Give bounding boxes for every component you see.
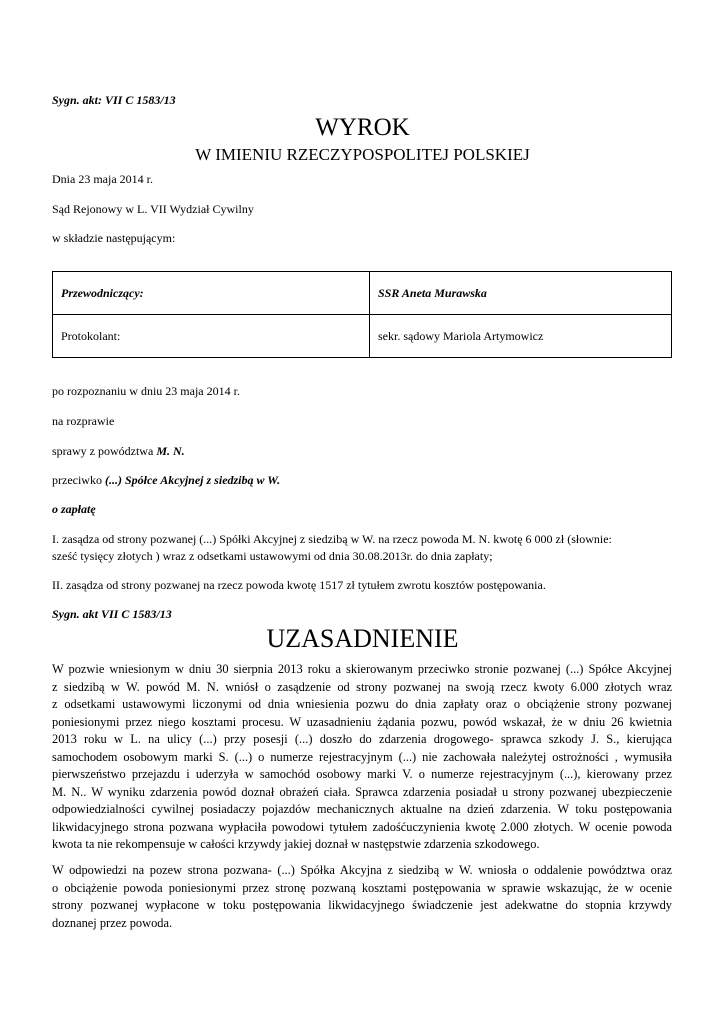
- paragraph-line: 2013 roku w L. na ulicy (...) przy posesji (...) doszło do zdarzenia drogowego- sprawca szkody J. S., kierująca: [52, 732, 672, 746]
- paragraph-line: M. N.. W wyniku zdarzenia powód doznał obrażeń ciała. Sprawca zdarzenia posiadał u strony pozwanej ubezpieczenie: [52, 784, 672, 799]
- paragraph-line: strony pozwanej wypłacone w toku postępowania likwidacyjnego świadczenie jest adekwatne do stopnia krzywdy: [52, 898, 672, 912]
- defendant-name: (...) Spółce Akcyjnej z siedzibą w W.: [104, 473, 281, 487]
- plaintiff-name: M. N.: [156, 444, 185, 458]
- paragraph-line: doznanej przez powoda.: [52, 915, 173, 930]
- claim-subject: o zapłatę: [52, 502, 96, 516]
- paragraph-line: z siedzibą w W. powód M. N. wniósł o zasądzenie od strony pozwanej na swoją rzecz kwoty 6.000 złotych wraz: [52, 679, 672, 694]
- hearing-type: na rozprawie: [52, 414, 115, 428]
- paragraph-line: pierwszeństwo przejazdu i uderzyła w samochód osobowy marki V. o numerze rejestracyjnym (...), kierowany przez: [52, 767, 672, 781]
- table-row: [53, 272, 672, 315]
- case-signature-top: Sygn. akt: VII C 1583/13: [52, 93, 176, 107]
- against-prefix: przeciwko: [52, 473, 105, 487]
- court-name: Sąd Rejonowy w L. VII Wydział Cywilny: [52, 202, 254, 216]
- justification-paragraph-2: [52, 862, 672, 932]
- role-clerk: Protokolant:: [53, 315, 370, 358]
- paragraph-line: W pozwie wniesionym w dniu 30 sierpnia 2013 roku a skierowanym przeciwko stronie pozwanej (...) Spółce Akcyjnej: [52, 662, 672, 676]
- against-line: [52, 472, 280, 488]
- paragraph-line: kwota ta nie rekompensuje w całości krzywdy jakiej doznał w następstwie zdarzenia szkodowego.: [52, 837, 540, 851]
- paragraph-line: samochodem osobowym marki S. (...) o numerze rejestracyjnym (...) nie zachowała należytej ostrożności , wymusiła: [52, 749, 672, 764]
- verdict-point-2: II. zasądza od strony pozwanej na rzecz powoda kwotę 1517 zł tytułem zwrotu kosztów postępowania.: [52, 578, 546, 592]
- verdict-point-1-line-2: sześć tysięcy złotych ) wraz z odsetkami ustawowymi od dnia 30.08.2013r. do dnia zapłaty;: [52, 549, 493, 563]
- case-signature-justification: Sygn. akt VII C 1583/13: [52, 607, 172, 621]
- examination-date: po rozpoznaniu w dniu 23 maja 2014 r.: [52, 384, 240, 398]
- person-presiding: SSR Aneta Murawska: [370, 272, 672, 315]
- paragraph-line: likwidacyjnego strona pozwana wypłaciła powodowi tytułem zadośćuczynienia kwotę 2.000 złotych. W ocenie powoda: [52, 819, 672, 834]
- judgment-date: Dnia 23 maja 2014 r.: [52, 172, 153, 186]
- document-title: WYROK: [315, 114, 410, 141]
- verdict-point-1-line-1: I. zasądza od strony pozwanej (...) Spółki Akcyjnej z siedzibą w W. na rzecz powoda M. N. kwotę 6 000 zł (słownie:: [52, 532, 612, 546]
- paragraph-line: o obciążenie powoda poniesionymi przez stronę pozwaną kosztami postępowania w sprawie wskazując, że w ocenie: [52, 880, 672, 895]
- document-subtitle: W IMIENIU RZECZYPOSPOLITEJ POLSKIEJ: [195, 145, 530, 164]
- person-clerk: sekr. sądowy Mariola Artymowicz: [370, 315, 672, 358]
- claim-prefix: sprawy z powództwa: [52, 444, 157, 458]
- composition-intro: w składzie następującym:: [52, 231, 176, 245]
- paragraph-line: odpowiedzialności cywilnej posiadaczy pojazdów mechanicznych aktualne na dzień zdarzenia. W toku postępowania: [52, 802, 672, 816]
- court-composition-table: [52, 271, 672, 358]
- paragraph-line: W odpowiedzi na pozew strona pozwana- (...) Spółka Akcyjna z siedzibą w W. wniosła o oddalenie powództwa oraz: [52, 863, 672, 877]
- table-row: [53, 315, 672, 358]
- justification-paragraph-1: [52, 661, 672, 854]
- role-presiding: Przewodniczący:: [53, 272, 370, 315]
- justification-title: UZASADNIENIE: [266, 624, 459, 653]
- paragraph-line: z odsetkami ustawowymi liczonymi od dnia wniesienia pozwu do dnia zapłaty oraz o obciążenie strony pozwanej: [52, 697, 672, 711]
- paragraph-line: poniesionymi przez niego kosztami procesu. W uzasadnieniu żądania pozwu, powód wskazał, że w dniu 26 kwietnia: [52, 714, 672, 729]
- claim-line: [52, 443, 185, 459]
